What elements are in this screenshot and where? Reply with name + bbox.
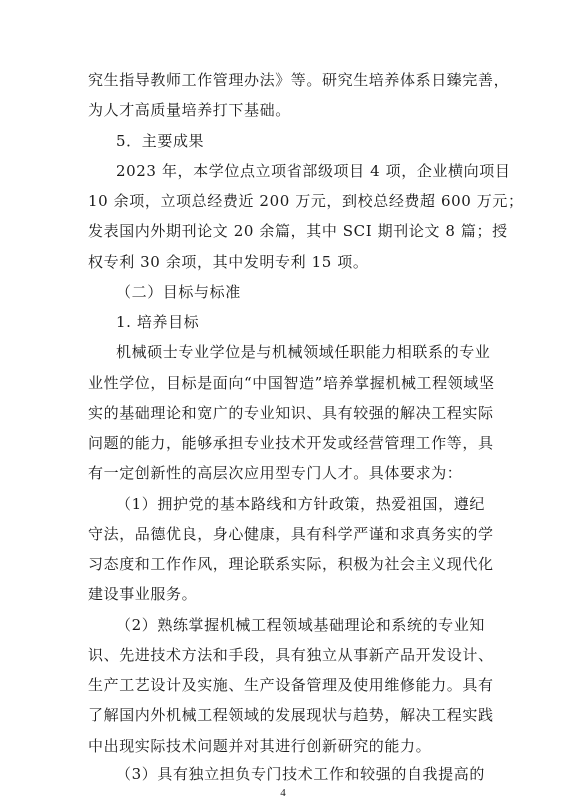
text-line: 发表国内外期刊论文 20 余篇，其中 SCI 期刊论文 8 篇；授 — [88, 222, 508, 240]
text-line: 机械硕士专业学位是与机械领域任职能力相联系的专业 — [116, 343, 491, 361]
text-line: 建设事业服务。 — [88, 585, 198, 603]
list-item-3: （3）具有独立担负专门技术工作和较强的自我提高的 — [116, 765, 485, 783]
text-line: 生产工艺设计及实施、生产设备管理及使用维修能力。具有 — [88, 676, 494, 694]
text-line: 中出现实际技术问题并对其进行创新研究的能力。 — [88, 737, 432, 755]
list-item-2: （2）熟练掌握机械工程领域基础理论和系统的专业知 — [116, 616, 485, 634]
text-line: 10 余项，立项总经费近 200 万元，到校总经费超 600 万元； — [88, 192, 524, 210]
text-line: 习态度和工作作风，理论联系实际，积极为社会主义现代化 — [88, 555, 494, 573]
section-heading: （二）目标与标准 — [116, 283, 241, 301]
text-line: 守法，品德优良，身心健康，具有科学严谨和求真务实的学 — [88, 525, 494, 543]
text-line: 识、先进技术方法和手段，具有独立从事新产品开发设计、 — [88, 646, 494, 664]
text-line: 究生指导教师工作管理办法》等。研究生培养体系日臻完善， — [88, 71, 510, 89]
text-line: 为人才高质量培养打下基础。 — [88, 101, 291, 119]
page-number: 4 — [280, 787, 286, 799]
text-line: 2023 年，本学位点立项省部级项目 4 项，企业横向项目 — [116, 162, 511, 180]
text-line: 权专利 30 余项，其中发明专利 15 项。 — [88, 253, 369, 271]
section-heading: 5．主要成果 — [116, 132, 205, 150]
text-line: 有一定创新性的高层次应用型专门人才。具体要求为： — [88, 464, 463, 482]
text-line: 了解国内外机械工程领域的发展现状与趋势，解决工程实践 — [88, 706, 494, 724]
list-item-1: （1）拥护党的基本路线和方针政策，热爱祖国，遵纪 — [116, 495, 485, 513]
text-line: 问题的能力，能够承担专业技术开发或经营管理工作等，具 — [88, 434, 494, 452]
subsection-heading: 1. 培养目标 — [116, 313, 200, 331]
text-line: 业性学位，目标是面向“中国智造”培养掌握机械工程领域坚 — [88, 374, 495, 392]
text-line: 实的基础理论和宽广的专业知识、具有较强的解决工程实际 — [88, 404, 494, 422]
